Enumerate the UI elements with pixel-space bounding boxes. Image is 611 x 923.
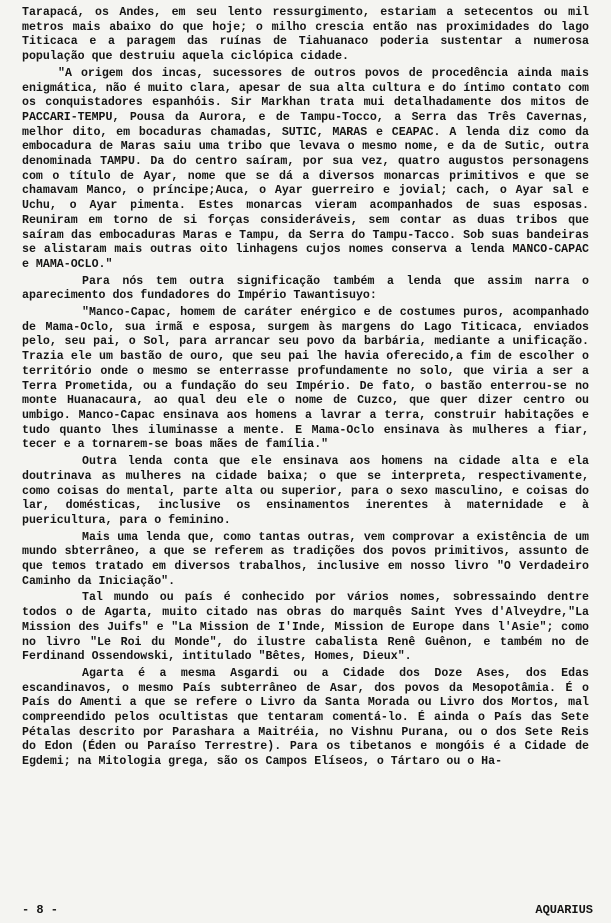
page-number: - 8 - [22,903,59,917]
paragraph-5: Outra lenda conta que ele ensinava aos homens na cidade alta e ela doutrinava as mulheres na cidade baixa; o que se interpreta, respectivamente, como coisas do mental, parte alta ou superior, para o sexo masculino, e coisas do lar, domésticas, inclusive os ensinamentos inerentes à maternidade e à puericultura, para o feminino. [22,455,589,527]
paragraph-2-quote: "A origem dos incas, sucessores de outros povos de procedência ainda mais enigmática, não é muito clara, apesar de sua alta cultura e do íntimo contato com os conquistadores espanhóis. Sir Markhan trata mui detalhadamente dos mitos de PACCARI-TEMPU, Pousa da Aurora, e de Tampu-Tocco, a Serra das Três Cavernas, melhor dito, em bocaduras chamadas, SUTIC, MARAS e CEAPAC. A lenda diz como da embocadura de Maras saiu uma tribo que levava o mesmo nome, e da de Sutic, outra denominada TAMPU. Da do centro saíram, por sua vez, quatro augustos personagens com o título de Ayar, nome que se dá a diversos monarcas primitivos e que se chamavam Manco, o príncipe;Auca, o Ayar guerreiro e jovial; cach, o Ayar sal e Uchu, o Ayar pimenta. Estes monarcas vieram acompanhados de suas esposas. Reuniram em torno de si forças consideráveis, sem contar as duas tribos que saíram das embocaduras Maras e Tampu, da Serra do Tampu-Tacco. Sob suas bandeiras se alistaram mais outras oito linhagens cujos nomes conserva a lenda MANCO-CAPAC e MAMA-OCLO." [22,66,589,271]
page-footer [22,903,593,917]
paragraph-6: Mais uma lenda que, como tantas outras, vem comprovar a existência de um mundo sbterrâneo, a que se referem as tradições dos povos primitivos, assunto de que temos tratado em diversos trabalhos, inclusive em nosso livro "O Verdadeiro Caminho da Iniciação". [22,530,589,588]
paragraph-4-quote: "Manco-Capac, homem de caráter enérgico e de costumes puros, acompanhado de Mama-Oclo, sua irmã e esposa, surgem às margens do Lago Titicaca, enviados pelo, seu pai, o Sol, para arrancar seu povo da barbária, mediante a unificação. Trazia ele um bastão de ouro, que seu pai lhe havia oferecido,a fim de escolher o território onde o mesmo se enterrasse profundamente no solo, que viria a ser a Terra Prometida, ou a fundação do seu Império. De fato, o bastão enterrou-se no monte Huanacaura, ao qual deu ele o nome de Cuzco, que quer dizer centro ou umbigo. Manco-Capac ensinava aos homens a lavrar a terra, construir habitações e tudo quanto lhes iluminasse a mente. E Mama-Oclo ensinava às mulheres a fiar, tecer e a tornarem-se boas mães de família." [22,306,589,452]
paragraph-1: Tarapacá, os Andes, em seu lento ressurgimento, estariam a setecentos ou mil metros mais abaixo do que hoje; o milho crescia então nas proximidades do lago Titicaca e a paragem das ruínas de Tiahuanaco poderia sustentar a numerosa população que destruiu aquela ciclópica cidade. [22,6,589,64]
paragraph-8: Agarta é a mesma Asgardi ou a Cidade dos Doze Ases, dos Edas escandinavos, o mesmo País subterrâneo de Asar, dos povos da Mesopotâmia. É o País do Amenti a que se refere o Livro da Santa Morada ou Livro dos Mortos, mal compreendido pelos ocultistas que tentaram comentá-lo. É ainda o País das Sete Pétalas descrito por Parashara a Maitréia, no Vishnu Purana, ou o dos Sete Reis do Edon (Éden ou Paraíso Terrestre). Para os tibetanos e mongóis é a Cidade de Egdemi; na Mitologia grega, são os Campos Elíseos, o Tártaro ou o Ha- [22,666,589,769]
publication-name: AQUARIUS [535,903,593,917]
paragraph-7: Tal mundo ou país é conhecido por vários nomes, sobressaindo dentre todos o de Agarta, muito citado nas obras do marquês Saint Yves d'Alveydre,"La Mission des Juifs" e "La Mission de I'Inde, Mission de Europe dans l'Asie"; como no livro "Le Roi du Monde", do ilustre cabalista Renê Guênon, e também no de Ferdinand Ossendowski, intitulado "Bêtes, Homes, Dieux". [22,591,589,664]
paragraph-3: Para nós tem outra significação também a lenda que assim narra o aparecimento dos fundadores do Império Tawantisuyo: [22,274,589,303]
